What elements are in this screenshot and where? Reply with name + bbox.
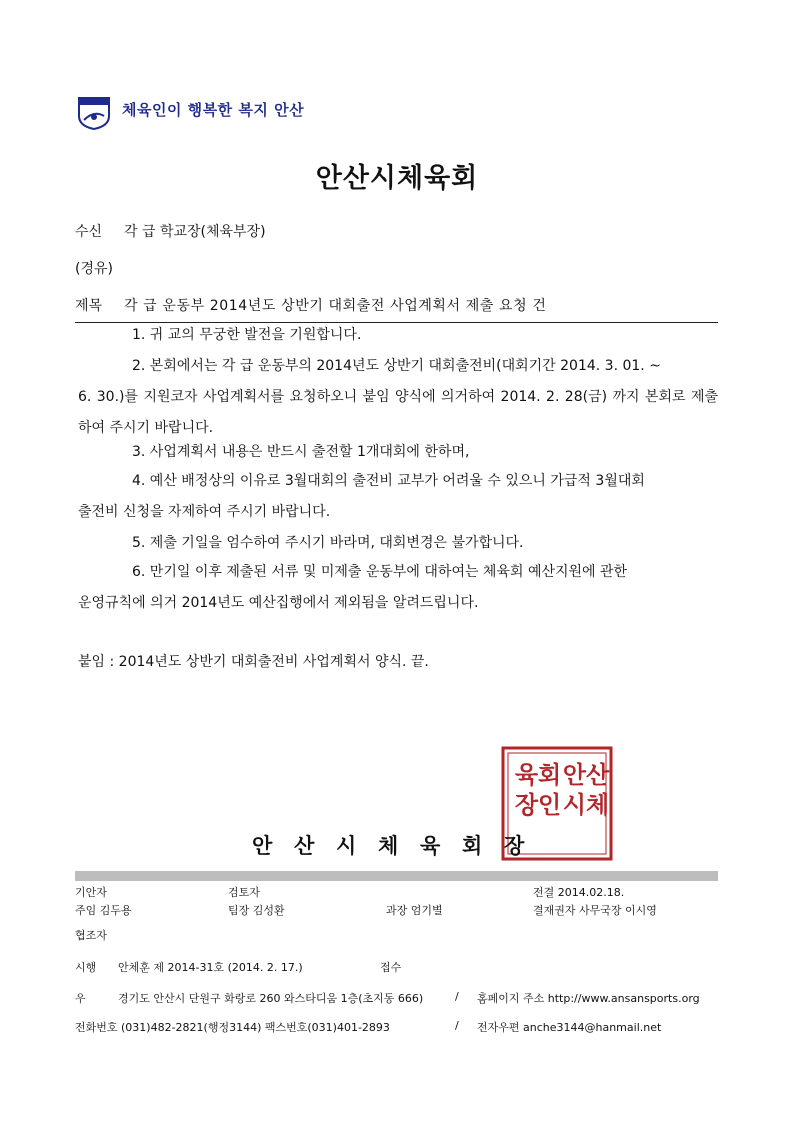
- phone-fax: 전화번호 (031)482-2821(행정3144) 팩스번호(031)401-2893: [75, 1021, 390, 1034]
- staff: 주임 김두용: [75, 904, 132, 917]
- paragraph-3: [78, 437, 718, 468]
- svg-text:안산: 안산: [562, 760, 610, 789]
- paragraph-6-rest: 운영규칙에 의거 2014년도 예산집행에서 제외됨을 알려드립니다.: [78, 595, 479, 611]
- receipt-label: 접수: [380, 961, 402, 974]
- approver: 결재권자 사무국장 이시영: [533, 904, 657, 917]
- slogan: 체육인이 행복한 복지 안산: [122, 101, 305, 119]
- recipient-value: 각 급 학교장(체육부장): [124, 224, 266, 240]
- enforcement-label: 시행: [75, 961, 97, 974]
- signer-char: 장: [504, 834, 525, 858]
- cooperator-label: 협조자: [75, 929, 107, 942]
- via-label: (경유): [75, 261, 113, 277]
- signer-char: 시: [336, 834, 357, 858]
- paragraph-1: [78, 320, 718, 351]
- paragraph-5: [78, 528, 718, 559]
- postal-label: 우: [75, 992, 86, 1005]
- organization-title: 안산시체육회: [315, 163, 479, 194]
- signer-char: 체: [378, 834, 399, 858]
- signer-char: 산: [294, 834, 315, 858]
- signer-char: 안: [252, 834, 273, 858]
- recipient-label: 수신: [75, 224, 103, 240]
- address: 경기도 안산시 단원구 화랑로 260 와스타디움 1층(초지동 666): [118, 992, 424, 1005]
- paragraph-4-rest: 출전비 신청을 자제하여 주시기 바랍니다.: [78, 504, 331, 520]
- paragraph-4: [78, 466, 718, 528]
- signer-char: 회: [462, 834, 483, 858]
- homepage: 홈페이지 주소 http://www.ansansports.org: [477, 992, 700, 1005]
- separator-slash: /: [455, 990, 459, 1003]
- paragraph-6-first: 6. 만기일 이후 제출된 서류 및 미제출 운동부에 대하여는 체육회 예산지원에 관한: [132, 564, 628, 580]
- paragraph-1-text: 1. 귀 교의 무궁한 발전을 기원합니다.: [132, 327, 362, 343]
- emblem-logo: [76, 96, 112, 130]
- paragraph-2-rest: 6. 30.)를 지원코자 사업계획서를 요청하오니 붙임 양식에 의거하여 2014. 2. 28(금) 까지 본회로 제출하여 주시기 바랍니다.: [78, 389, 718, 436]
- paragraph-2: [78, 351, 718, 444]
- subject-label: 제목: [75, 298, 103, 314]
- signer-name: [252, 830, 546, 860]
- enforcement-value: 안체훈 제 2014-31호 (2014. 2. 17.): [118, 961, 303, 974]
- svg-text:장인: 장인: [514, 790, 562, 819]
- footer-band: [75, 871, 718, 881]
- attachment-line: 붙임 : 2014년도 상반기 대회출전비 사업계획서 양식. 끝.: [78, 654, 429, 670]
- paragraph-2-first: 2. 본회에서는 각 급 운동부의 2014년도 상반기 대회출전비(대회기간 2014. 3. 01. ~: [132, 358, 661, 374]
- paragraph-5-text: 5. 제출 기일을 엄수하여 주시기 바라며, 대회변경은 불가합니다.: [132, 535, 524, 551]
- section-chief: 과장 엄기별: [386, 904, 443, 917]
- separator-slash: /: [455, 1019, 459, 1032]
- email: 전자우편 anche3144@hanmail.net: [477, 1021, 662, 1034]
- approval-date: 전결 2014.02.18.: [533, 886, 625, 899]
- paragraph-4-first: 4. 예산 배정상의 이유로 3월대회의 출전비 교부가 어려울 수 있으니 가급적 3월대회: [132, 473, 645, 489]
- svg-text:시체: 시체: [562, 790, 610, 819]
- signer-char: 육: [420, 834, 441, 858]
- team-lead: 팀장 김성환: [228, 904, 285, 917]
- svg-text:육회: 육회: [514, 760, 562, 789]
- reviewer-label: 검토자: [228, 886, 260, 899]
- subject-value: 각 급 운동부 2014년도 상반기 대회출전 사업계획서 제출 요청 건: [124, 298, 547, 314]
- paragraph-6: [78, 557, 718, 619]
- paragraph-3-text: 3. 사업계획서 내용은 반드시 출전할 1개대회에 한하며,: [132, 444, 470, 460]
- drafter-label: 기안자: [75, 886, 107, 899]
